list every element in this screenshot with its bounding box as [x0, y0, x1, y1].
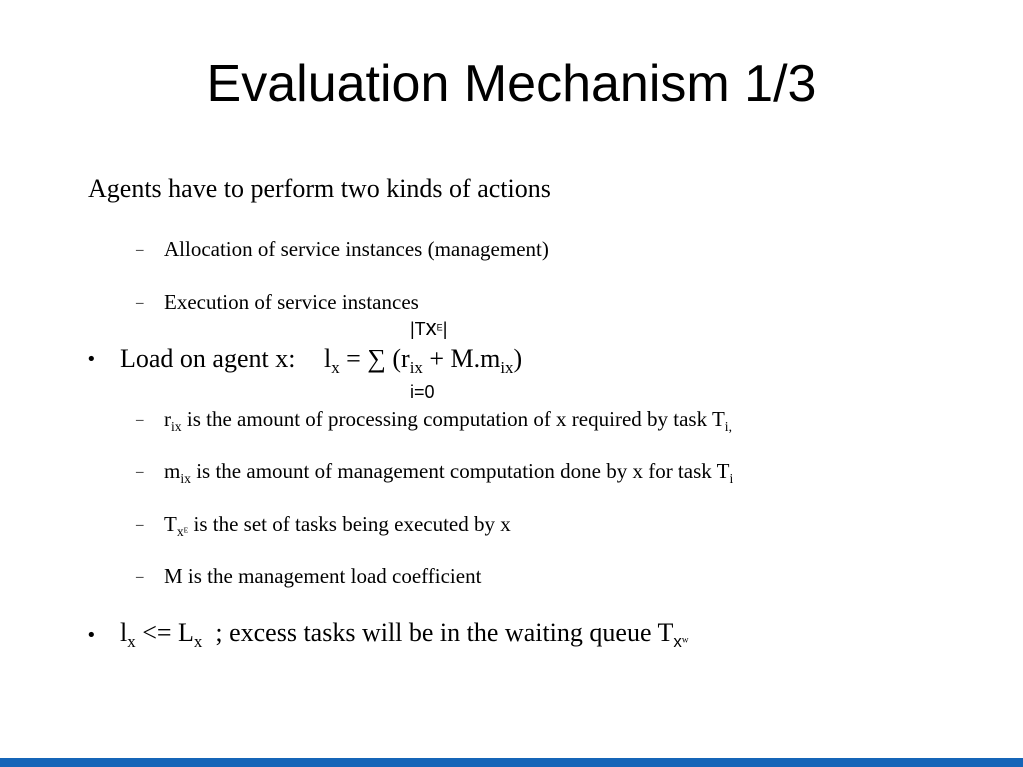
queue-sub: [673, 632, 688, 651]
queue-sub-x: x: [673, 631, 682, 651]
load-label: Load on agent x:: [120, 344, 296, 373]
constraint-op: <= L: [135, 618, 194, 647]
equals-sign: =: [346, 344, 361, 373]
sum-lower-limit: i=0: [410, 382, 435, 402]
upper-x: x: [425, 315, 437, 340]
dash-marker: –: [136, 464, 144, 480]
def-symbol: m: [164, 459, 181, 483]
upper-suffix: |: [442, 319, 448, 339]
bullet-marker: •: [86, 625, 97, 646]
load-r-sub: ix: [409, 357, 423, 377]
def-sub: [177, 524, 188, 539]
footer-bar: [0, 758, 1023, 767]
action-execution: Execution of service instances: [164, 290, 419, 314]
load-formula: [120, 344, 523, 377]
def-symbol: r: [164, 407, 171, 431]
constraint-lhs-sub: x: [127, 631, 136, 651]
dash-marker: –: [136, 412, 144, 428]
constraint-lhs: l: [120, 618, 128, 647]
dash-marker: –: [136, 295, 144, 311]
upper-sup: E: [436, 322, 443, 333]
queue-sup: w: [681, 635, 689, 646]
def-text: is the amount of processing computation of x required by task T: [181, 407, 725, 431]
constraint-rhs-sub: x: [193, 631, 203, 651]
def-sup: E: [183, 525, 189, 535]
load-plus-m: + M.m: [429, 344, 501, 373]
action-allocation: Allocation of service instances (management): [164, 237, 549, 261]
load-close: ): [513, 344, 523, 373]
dash-marker: –: [136, 569, 144, 585]
sum-upper-limit: [410, 315, 448, 340]
definition-m-coefficient: M is the management load coefficient: [164, 564, 482, 588]
load-r: (r: [392, 344, 410, 373]
def-tail-sub: i: [729, 470, 734, 486]
def-text: is the amount of management computation done by x for task T: [190, 459, 730, 483]
def-tail-sub: i,: [724, 418, 732, 434]
upper-prefix: |T: [410, 319, 426, 339]
definition-r: [164, 406, 732, 432]
definition-m: [164, 458, 733, 484]
constraint-line: [120, 618, 689, 651]
load-lhs: l: [323, 344, 332, 373]
sigma-symbol: ∑: [367, 344, 386, 373]
def-symbol: T: [164, 512, 177, 536]
def-text: is the set of tasks being executed by x: [188, 512, 511, 536]
bullet-marker: •: [86, 349, 97, 370]
slide-title: Evaluation Mechanism 1/3: [206, 55, 817, 113]
definition-t: [164, 511, 511, 537]
load-m-sub: ix: [500, 357, 514, 377]
dash-marker: –: [136, 242, 144, 258]
load-lhs-sub: x: [331, 357, 340, 377]
def-sub: ix: [171, 418, 182, 434]
dash-marker: –: [136, 517, 144, 533]
intro-text: Agents have to perform two kinds of actions: [88, 174, 551, 203]
def-sub: ix: [180, 470, 191, 486]
def-sub-x: x: [176, 523, 184, 539]
constraint-text: ; excess tasks will be in the waiting queue T: [202, 618, 674, 647]
